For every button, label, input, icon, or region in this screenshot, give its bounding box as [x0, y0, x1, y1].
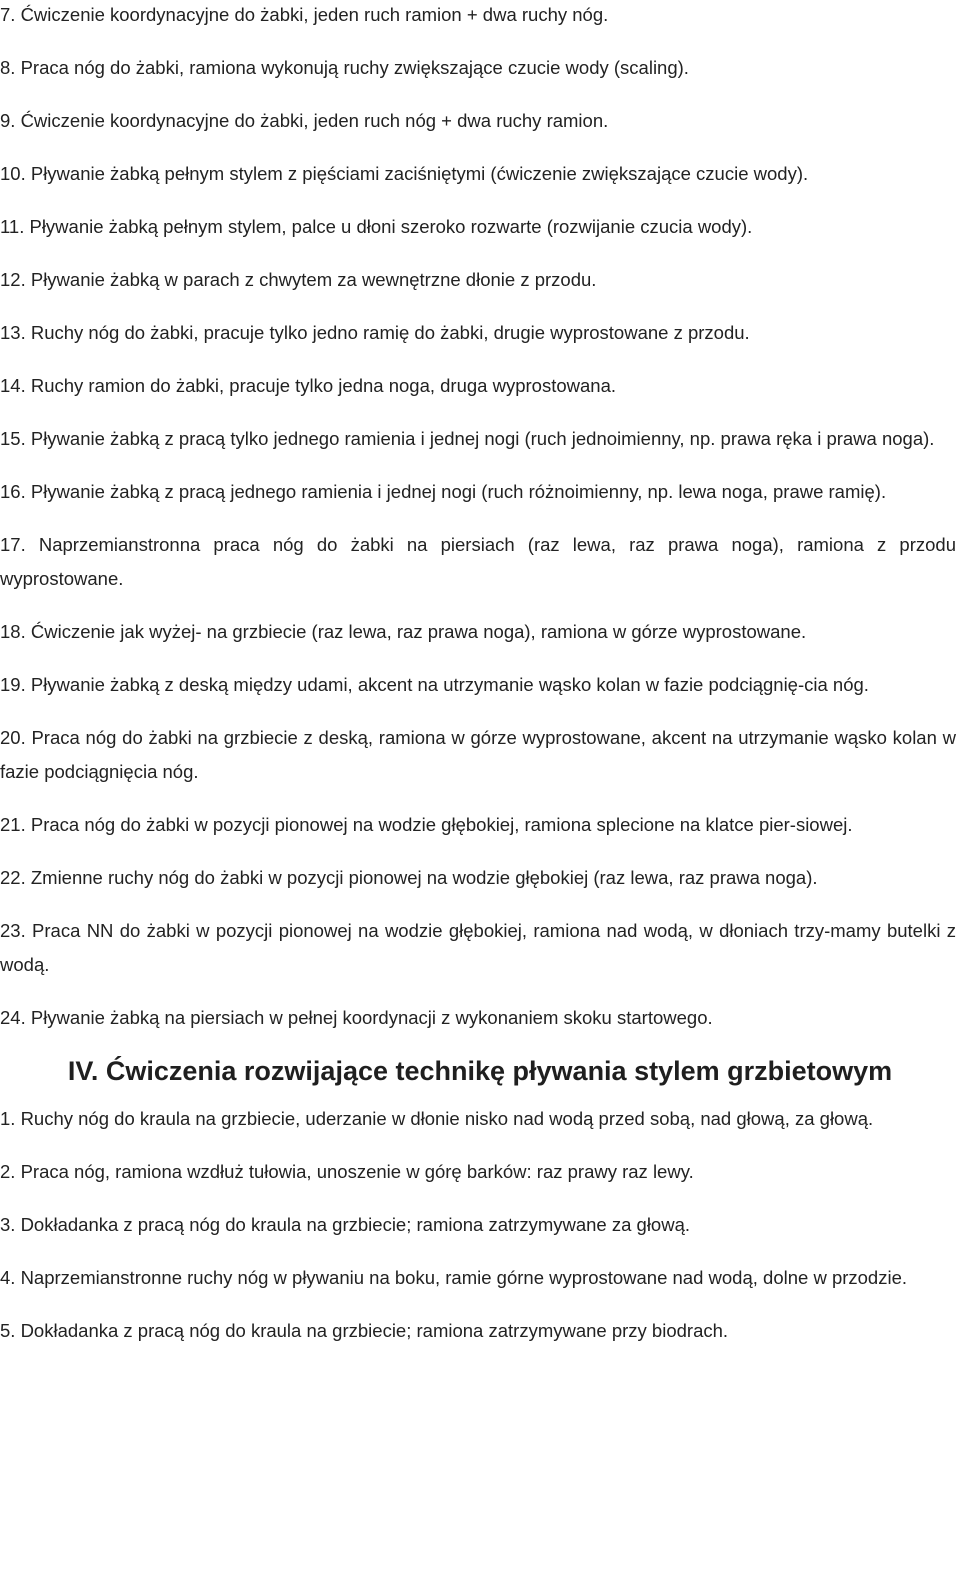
list-item: 1. Ruchy nóg do kraula na grzbiecie, uderzanie w dłonie nisko nad wodą przed sobą, nad głową, za głową. [0, 1108, 874, 1129]
list-item: 4. Naprzemianstronne ruchy nóg w pływaniu na boku, ramie górne wyprostowane nad wodą, dolne w przodzie. [0, 1267, 908, 1288]
list-item: 12. Pływanie żabką w parach z chwytem za wewnętrzne dłonie z przodu. [0, 269, 597, 290]
list-item: 13. Ruchy nóg do żabki, pracuje tylko jedno ramię do żabki, drugie wyprostowane z przodu. [0, 322, 750, 343]
list-item: 18. Ćwiczenie jak wyżej- na grzbiecie (raz lewa, raz prawa noga), ramiona w górze wyprostowane. [0, 621, 807, 642]
list-item: 10. Pływanie żabką pełnym stylem z pięściami zaciśniętymi (ćwiczenie zwiększające czucie wody). [0, 163, 809, 184]
list-item: 24. Pływanie żabką na piersiach w pełnej koordynacji z wykonaniem skoku startowego. [0, 1007, 713, 1028]
list-item: 22. Zmienne ruchy nóg do żabki w pozycji pionowej na wodzie głębokiej (raz lewa, raz prawa noga). [0, 867, 818, 888]
exercise-list-backstroke [0, 1102, 960, 1348]
list-item: 20. Praca nóg do żabki na grzbiecie z deską, ramiona w górze wyprostowane, akcent na utrzymanie wąsko kolan w fazie podciągnięcia nóg. [0, 727, 956, 782]
list-item: 21. Praca nóg do żabki w pozycji pionowej na wodzie głębokiej, ramiona splecione na klatce pier-siowej. [0, 814, 853, 835]
list-item: 19. Pływanie żabką z deską między udami, akcent na utrzymanie wąsko kolan w fazie podciągnię-cia nóg. [0, 674, 869, 695]
list-item: 5. Dokładanka z pracą nóg do kraula na grzbiecie; ramiona zatrzymywane przy biodrach. [0, 1320, 729, 1341]
list-item: 15. Pływanie żabką z pracą tylko jednego ramienia i jednej nogi (ruch jednoimienny, np. prawa ręka i prawa noga). [0, 428, 935, 449]
list-item: 11. Pływanie żabką pełnym stylem, palce u dłoni szeroko rozwarte (rozwijanie czucia wody). [0, 216, 753, 237]
list-item: 8. Praca nóg do żabki, ramiona wykonują ruchy zwiększające czucie wody (scaling). [0, 57, 689, 78]
list-item: 16. Pływanie żabką z pracą jednego ramienia i jednej nogi (ruch różnoimienny, np. lewa noga, prawe ramię). [0, 481, 887, 502]
list-item: 9. Ćwiczenie koordynacyjne do żabki, jeden ruch nóg + dwa ruchy ramion. [0, 110, 609, 131]
list-item: 17. Naprzemianstronna praca nóg do żabki na piersiach (raz lewa, raz prawa noga), ramiona z przodu wyprostowane. [0, 534, 956, 589]
list-item: 23. Praca NN do żabki w pozycji pionowej na wodzie głębokiej, ramiona nad wodą, w dłoniach trzy-mamy butelki z wodą. [0, 920, 956, 975]
list-item: 3. Dokładanka z pracą nóg do kraula na grzbiecie; ramiona zatrzymywane za głową. [0, 1214, 691, 1235]
list-item: 2. Praca nóg, ramiona wzdłuż tułowia, unoszenie w górę barków: raz prawy raz lewy. [0, 1161, 694, 1182]
list-item: 14. Ruchy ramion do żabki, pracuje tylko jedna noga, druga wyprostowana. [0, 375, 616, 396]
section-heading: IV. Ćwiczenia rozwijające technikę pływania stylem grzbietowym [67, 1056, 893, 1086]
list-item: 7. Ćwiczenie koordynacyjne do żabki, jeden ruch ramion + dwa ruchy nóg. [0, 4, 609, 25]
